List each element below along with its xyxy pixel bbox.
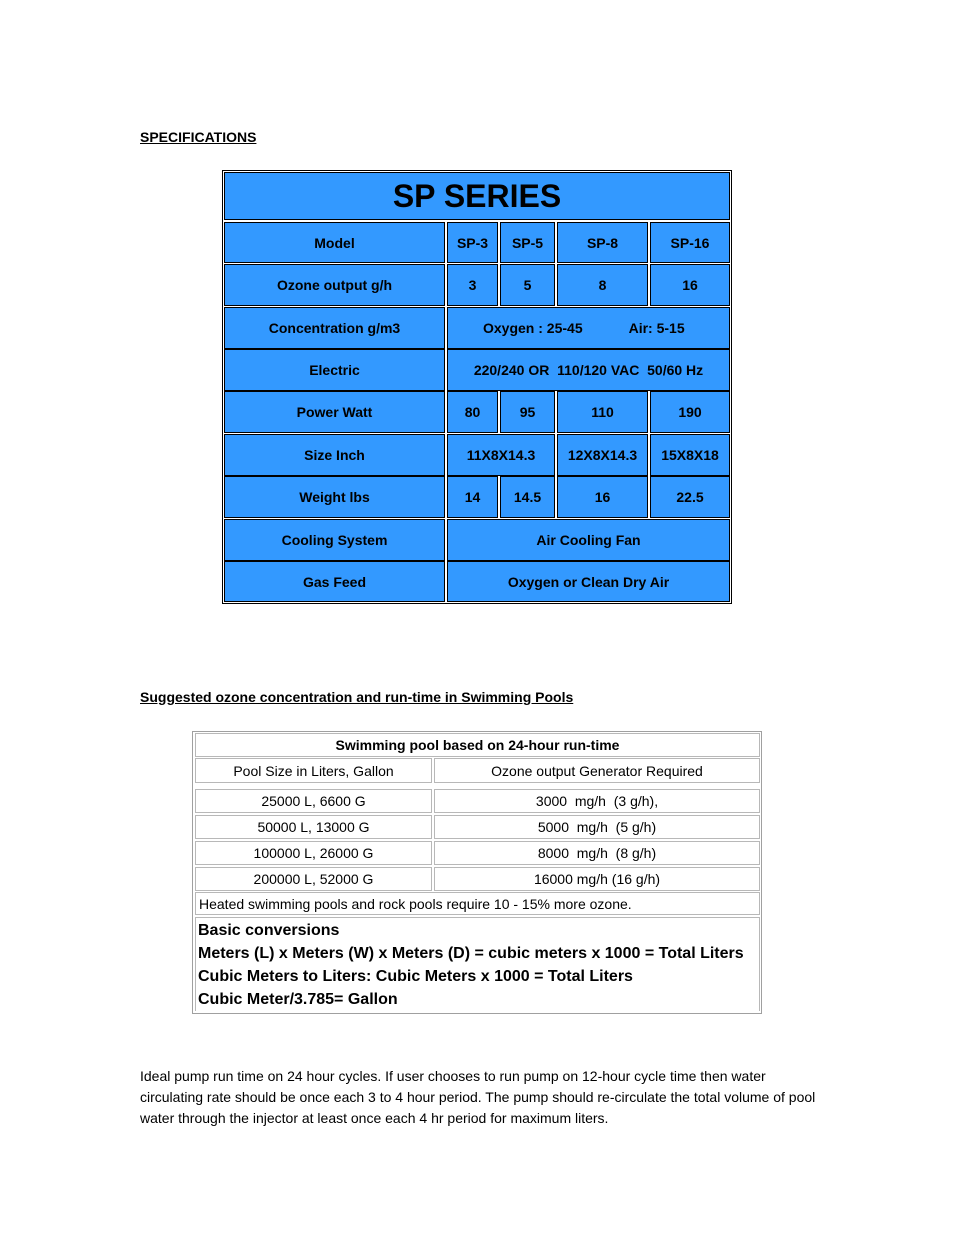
conversion-line: Cubic Meter/3.785= Gallon [198,991,398,1008]
concentration-value [447,307,730,349]
model-sp8: SP-8 [557,222,648,263]
power-label: Power Watt [224,391,445,433]
model-sp16: SP-16 [650,222,730,263]
conversions-title: Basic conversions [198,922,340,939]
pool-row-size: 200000 L, 52000 G [195,867,432,891]
pool-row-size: 50000 L, 13000 G [195,815,432,839]
conversion-line: Meters (L) x Meters (W) x Meters (D) = cubic meters x 1000 = Total Liters [198,945,744,962]
pool-row-output: 8000 mg/h (8 g/h) [434,841,760,865]
pool-note: Heated swimming pools and rock pools require 10 - 15% more ozone. [195,892,760,915]
ozone-sp16: 16 [650,264,730,306]
pool-col2-header: Ozone output Generator Required [434,758,760,783]
ozone-sp3: 3 [447,264,498,306]
pool-row-size: 100000 L, 26000 G [195,841,432,865]
gas-value: Oxygen or Clean Dry Air [447,561,730,602]
size-sp8: 12X8X14.3 [557,434,648,476]
electric-value: 220/240 OR 110/120 VAC 50/60 Hz [447,349,730,391]
conversion-line: Cubic Meters to Liters: Cubic Meters x 1000 = Total Liters [198,968,633,985]
weight-sp8: 16 [557,476,648,518]
concentration-oxygen: Oxygen : 25-45 [483,320,583,336]
power-sp16: 190 [650,391,730,433]
ozone-label: Ozone output g/h [224,264,445,306]
concentration-air: Air: 5-15 [628,320,685,336]
size-sp16: 15X8X18 [650,434,730,476]
pool-col1-header: Pool Size in Liters, Gallon [195,758,432,783]
weight-sp3: 14 [447,476,498,518]
concentration-label: Concentration g/m3 [224,307,445,349]
size-sp3-sp5: 11X8X14.3 [447,434,555,476]
size-label: Size Inch [224,434,445,476]
pool-row-output: 16000 mg/h (16 g/h) [434,867,760,891]
pool-caption: Swimming pool based on 24-hour run-time [195,733,760,757]
gas-label: Gas Feed [224,561,445,602]
specifications-heading: SPECIFICATIONS [140,129,257,145]
pump-paragraph: Ideal pump run time on 24 hour cycles. If user chooses to run pump on 12-hour cycle time then water circulating rate should be once each 3 to 4 hour period. The pump should re-circulate the total volume of pool water through the injector at least once each 4 hr period for maximum liters. [140,1068,816,1126]
ozone-sp8: 8 [557,264,648,306]
pool-heading: Suggested ozone concentration and run-time in Swimming Pools [140,689,574,705]
sp-series-table [222,170,732,604]
power-sp3: 80 [447,391,498,433]
pool-row-output: 5000 mg/h (5 g/h) [434,815,760,839]
power-sp8: 110 [557,391,648,433]
conversions-block [195,917,760,1011]
pool-row-size: 25000 L, 6600 G [195,789,432,813]
ozone-sp5: 5 [500,264,555,306]
model-sp5: SP-5 [500,222,555,263]
cooling-value: Air Cooling Fan [447,519,730,561]
weight-sp5: 14.5 [500,476,555,518]
power-sp5: 95 [500,391,555,433]
weight-label: Weight lbs [224,476,445,518]
sp-series-title: SP SERIES [224,172,730,220]
model-sp3: SP-3 [447,222,498,263]
model-label: Model [224,222,445,263]
electric-label: Electric [224,349,445,391]
pool-row-output: 3000 mg/h (3 g/h), [434,789,760,813]
weight-sp16: 22.5 [650,476,730,518]
cooling-label: Cooling System [224,519,445,561]
